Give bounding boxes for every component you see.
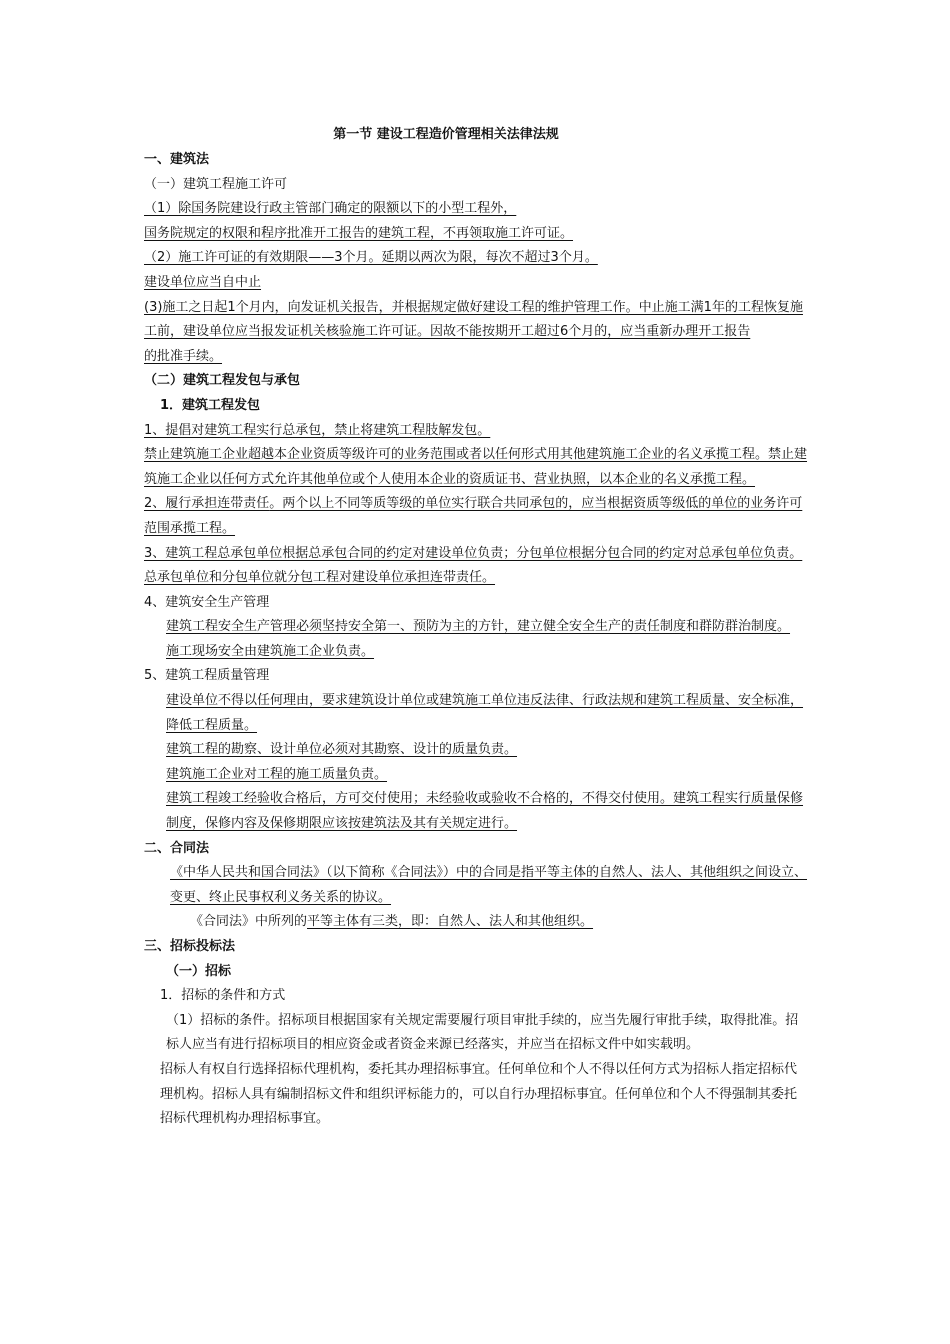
subheading-permit: （一）建筑工程施工许可 (144, 176, 288, 192)
paragraph: 建筑工程安全生产管理必须坚持安全第一、预防为主的方针，建立健全安全生产的责任制度和群防群治制度。 (166, 619, 791, 635)
text-span: 《合同法》中所列的 (190, 914, 308, 930)
paragraph: 招标人有权自行选择招标代理机构，委托其办理招标事宜。任何单位和个人不得以任何方式为招标人指定招标代理机构。招标人具有编制招标文件和组织评标能力的，可以自行办理招标事宜。任何单位和个人不得强制其委托招标代理机构办理招标事宜。 (160, 1061, 798, 1127)
paragraph: 建筑工程的勘察、设计单位必须对其勘察、设计的质量负责。 (166, 742, 518, 758)
paragraph (144, 492, 808, 541)
paragraph: 的批准手续。 (144, 348, 223, 364)
paragraph: 建设单位应当自中止 (144, 274, 262, 290)
paragraph: （1）招标的条件。招标项目根据国家有关规定需要履行项目审批手续的，应当先履行审批手续，取得批准。招标人应当有进行招标项目的相应资金或者资金来源已经落实，并应当在招标文件中如实载明。 (166, 1012, 799, 1053)
subheading-tender-conditions: 1．招标的条件和方式 (160, 988, 286, 1004)
heading-bidding-law: 三、招标投标法 (144, 939, 236, 954)
paragraph: 国务院规定的权限和程序批准开工报告的建筑工程，不再领取施工许可证。 (144, 225, 574, 241)
paragraph (144, 910, 808, 935)
paragraph: 3、建筑工程总承包单位根据总承包合同的约定对建设单位负责；分包单位根据分包合同的约定对总承包单位负责。总承包单位和分包单位就分包工程对建设单位承担连带责任。 (144, 545, 803, 586)
paragraph: （2）施工许可证的有效期限——3个月。延期以两次为限，每次不超过3个月。 (144, 250, 598, 266)
paragraph: 建筑施工企业对工程的施工质量负责。 (166, 766, 388, 782)
text-span: 平等主体有三类，即：自然人、法人和其他组织。 (307, 914, 594, 930)
text-span: 。两个以上不同等质等级的单位实行联合共同承包的，应当根据资质等级低的单位的业务许可范围承揽工程。 (144, 496, 803, 536)
document-page (144, 124, 808, 1132)
paragraph: 1、提倡对建筑工程实行总承包，禁止将建筑工程肢解发包。 (144, 422, 491, 438)
paragraph: 建筑工程竣工经验收合格后，方可交付使用；未经验收或验收不合格的，不得交付使用。建筑工程实行质量保修制度，保修内容及保修期限应该按建筑法及其有关规定进行。 (166, 791, 804, 832)
heading-contract-law: 二、合同法 (144, 840, 210, 856)
paragraph: (3)施工之日起1个月内，向发证机关报告，并根据规定做好建设工程的维护管理工作。中止施工满1年的工程恢复施工前，建设单位应当报发证机关核验施工许可证。因故不能按期开工超过6个月的，应当重新办理开工报告 (144, 299, 803, 340)
paragraph: 禁止建筑施工企业超越本企业资质等级许可的业务范围或者以任何形式用其他建筑施工企业的名义承揽工程。禁止建筑施工企业以任何方式允许其他单位或个人使用本企业的资质证书、营业执照，以本企业的名义承揽工程。 (144, 447, 808, 487)
paragraph: 《中华人民共和国合同法》（以下简称《合同法》）中的合同是指平等主体的自然人、法人、其他组织之间设立、变更、终止民事权利义务关系的协议。 (170, 865, 808, 905)
subheading-tender: （一）招标 (166, 963, 232, 979)
text-span: 2、履行承担连带责任 (144, 496, 270, 512)
subheading-contracting-issue: 1．建筑工程发包 (160, 397, 261, 413)
paragraph: 施工现场安全由建筑施工企业负责。 (166, 643, 375, 659)
paragraph: （1）除国务院建设行政主管部门确定的限额以下的小型工程外， (144, 201, 517, 217)
heading-construction-law: 一、建筑法 (144, 152, 210, 167)
subheading-safety: 4、建筑安全生产管理 (144, 594, 270, 610)
paragraph: 建设单位不得以任何理由，要求建筑设计单位或建筑施工单位违反法律、行政法规和建筑工程质量、安全标准，降低工程质量。 (166, 693, 804, 733)
subheading-contracting: （二）建筑工程发包与承包 (144, 373, 301, 389)
page-title: 第一节 建设工程造价管理相关法律法规 (333, 127, 559, 142)
subheading-quality: 5、建筑工程质量管理 (144, 668, 270, 684)
